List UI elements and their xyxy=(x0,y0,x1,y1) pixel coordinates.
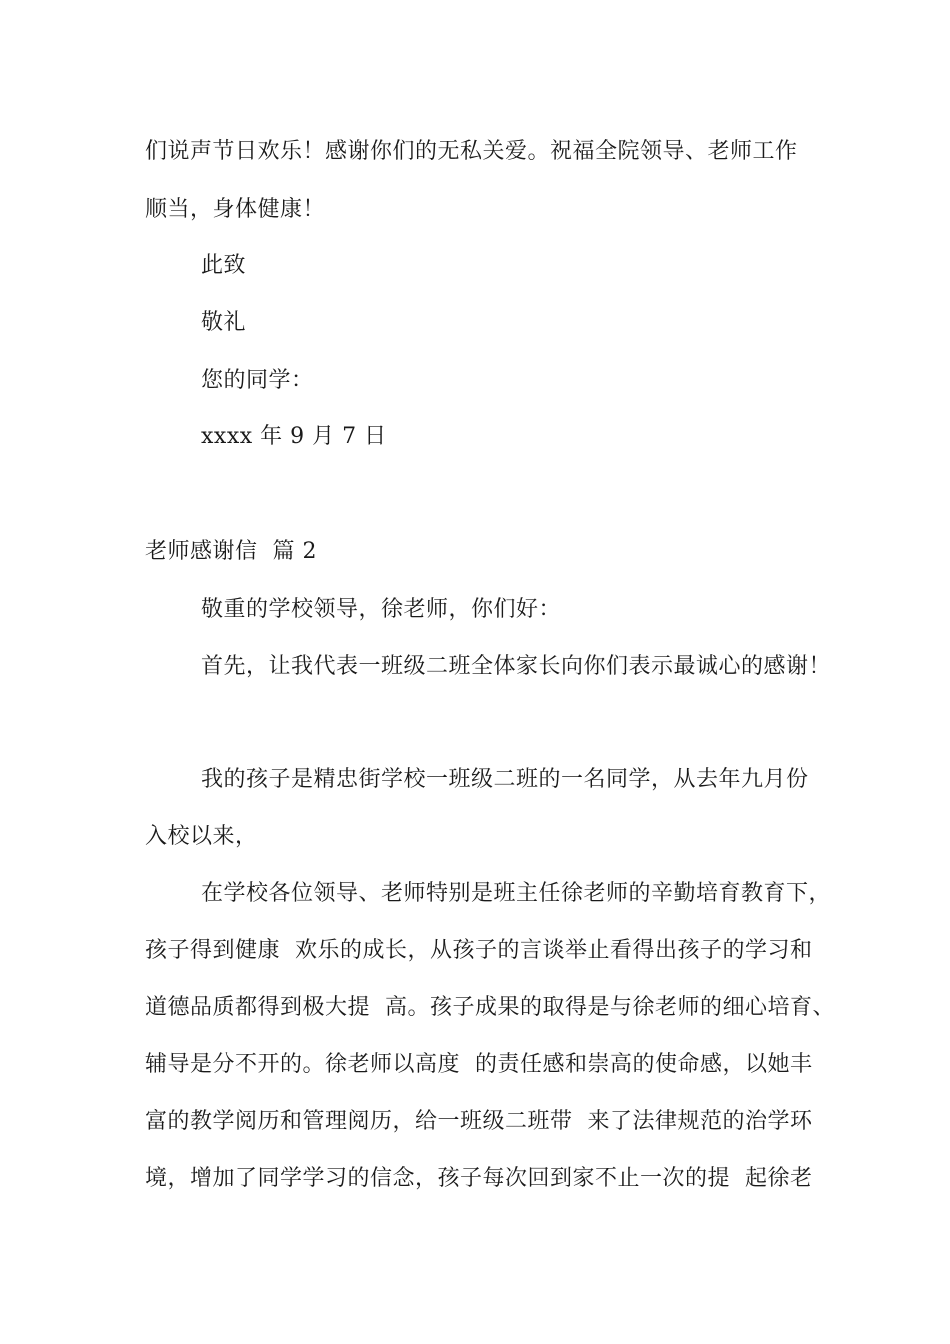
paragraph-line: 首先，让我代表一班级二班全体家长向你们表示最诚心的感谢！ xyxy=(201,654,832,679)
paragraph-line: 我的孩子是精忠街学校一班级二班的一名同学，从去年九月份 xyxy=(201,767,809,792)
section-heading: 老师感谢信 篇 2 xyxy=(145,539,317,564)
closing-salutation: 此致 xyxy=(201,253,247,278)
paragraph-line: 境，增加了同学学习的信念，孩子每次回到家不止一次的提 起徐老 xyxy=(145,1166,813,1191)
paragraph-line: 们说声节日欢乐！感谢你们的无私关爱。祝福全院领导、老师工作 xyxy=(145,139,798,164)
paragraph-line: 孩子得到健康 欢乐的成长，从孩子的言谈举止看得出孩子的学习和 xyxy=(145,938,813,963)
closing-respect: 敬礼 xyxy=(201,310,247,335)
paragraph-line: 道德品质都得到极大提 高。孩子成果的取得是与徐老师的细心培育、 xyxy=(145,995,835,1020)
paragraph-line: 在学校各位领导、老师特别是班主任徐老师的辛勤培育教育下， xyxy=(201,881,832,906)
paragraph-line: 入校以来， xyxy=(145,824,258,849)
paragraph-line: 辅导是分不开的。徐老师以高度 的责任感和崇高的使命感，以她丰 xyxy=(145,1052,813,1077)
letter-date: xxxx 年 9 月 7 日 xyxy=(201,424,387,449)
greeting-line: 敬重的学校领导，徐老师，你们好： xyxy=(201,597,562,622)
paragraph-line: 富的教学阅历和管理阅历，给一班级二班带 来了法律规范的治学环 xyxy=(145,1109,813,1134)
signature: 您的同学： xyxy=(201,368,314,393)
paragraph-line: 顺当，身体健康！ xyxy=(145,197,326,222)
